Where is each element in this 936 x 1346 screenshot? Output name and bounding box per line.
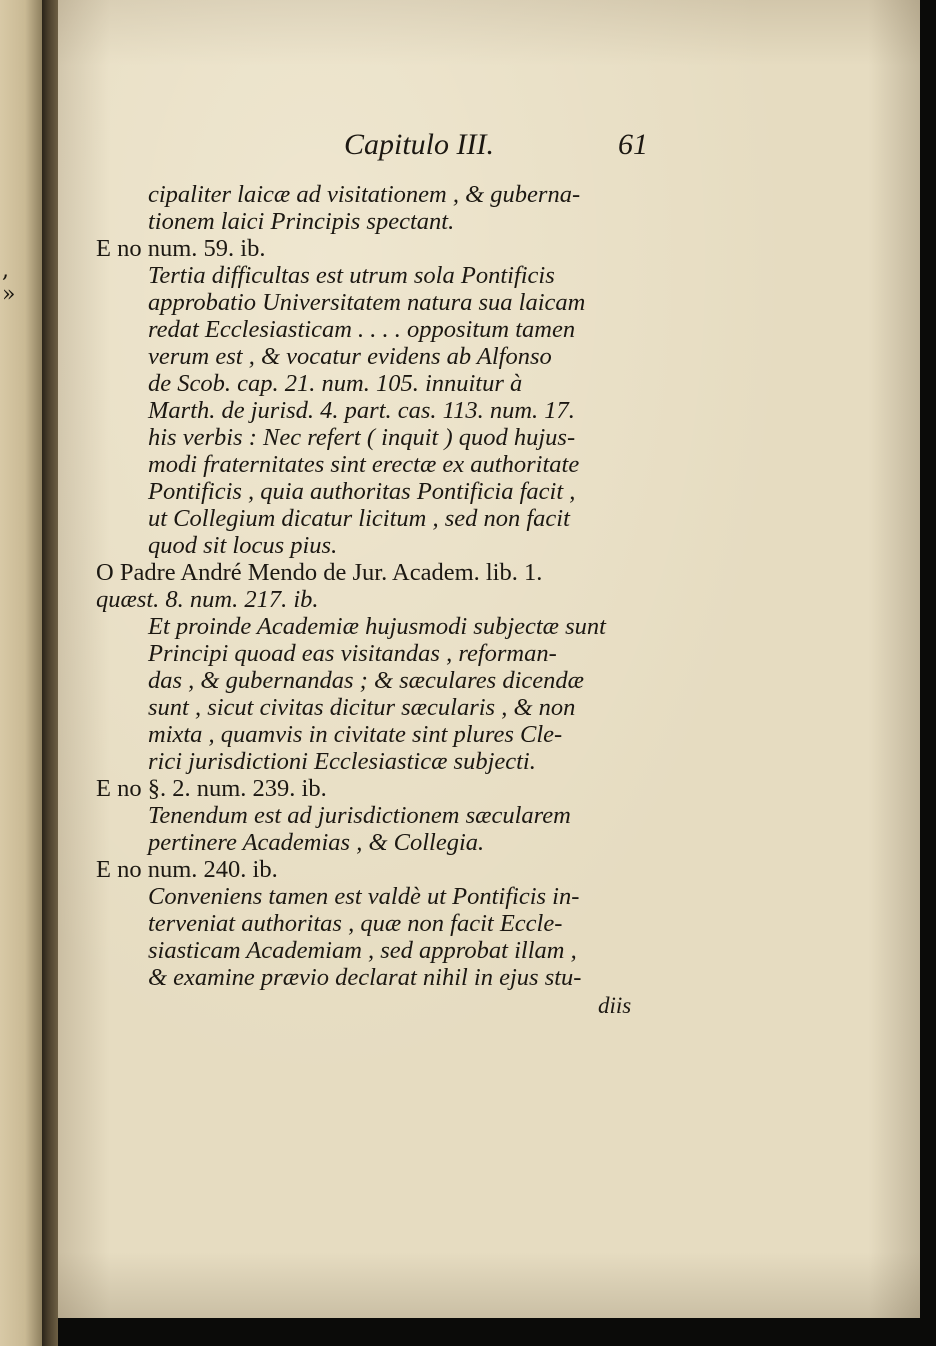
text-line: pertinere Academias , & Collegia. bbox=[148, 829, 485, 856]
text-line: Conveniens tamen est valdè ut Pontificis in- bbox=[148, 883, 580, 910]
text-line: & examine prævio declarat nihil in ejus stu- bbox=[148, 964, 582, 991]
text-line: siasticam Academiam , sed approbat illam , bbox=[148, 937, 577, 964]
previous-page-edge bbox=[0, 0, 42, 1346]
text-line: de Scob. cap. 21. num. 105. innuitur à bbox=[148, 370, 523, 397]
text-line: das , & gubernandas ; & sæculares dicendæ bbox=[148, 667, 584, 694]
text-line: quod sit locus pius. bbox=[148, 532, 338, 559]
text-line: Tenendum est ad jurisdictionem sæcularem bbox=[148, 802, 571, 829]
text-line: Pontificis , quia authoritas Pontificia facit , bbox=[148, 478, 576, 505]
book-gutter bbox=[42, 0, 58, 1346]
text-line: quæst. 8. num. 217. ib. bbox=[96, 586, 319, 613]
text-line: redat Ecclesiasticam . . . . oppositum tamen bbox=[148, 316, 576, 343]
text-line: E no num. 59. ib. bbox=[96, 235, 266, 262]
margin-mark: » bbox=[2, 282, 16, 307]
text-line: modi fraternitates sint erectæ ex authoritate bbox=[148, 451, 580, 478]
page-number: 61 bbox=[618, 128, 648, 161]
text-line: Marth. de jurisd. 4. part. cas. 113. num. 17. bbox=[148, 397, 575, 424]
text-line: E no §. 2. num. 239. ib. bbox=[96, 775, 327, 802]
running-title: Capitulo III. bbox=[344, 128, 494, 161]
text-line: his verbis : Nec refert ( inquit ) quod hujus- bbox=[148, 424, 576, 451]
text-line: ut Collegium dicatur licitum , sed non facit bbox=[148, 505, 570, 532]
text-line: approbatio Universitatem natura sua laicam bbox=[148, 289, 586, 316]
margin-mark: , bbox=[2, 258, 9, 283]
text-line: verum est , & vocatur evidens ab Alfonso bbox=[148, 343, 552, 370]
text-line: E no num. 240. ib. bbox=[96, 856, 278, 883]
text-line: sunt , sicut civitas dicitur sæcularis , & non bbox=[148, 694, 576, 721]
text-line: rici jurisdictioni Ecclesiasticæ subjecti. bbox=[148, 748, 536, 775]
text-line: Tertia difficultas est utrum sola Pontificis bbox=[148, 262, 555, 289]
text-line: tionem laici Principis spectant. bbox=[148, 208, 455, 235]
text-line: terveniat authoritas , quæ non facit Eccle- bbox=[148, 910, 563, 937]
text-line: mixta , quamvis in civitate sint plures Cle- bbox=[148, 721, 563, 748]
text-line: cipaliter laicæ ad visitationem , & guberna- bbox=[148, 181, 581, 208]
text-line: Et proinde Academiæ hujusmodi subjectæ sunt bbox=[148, 613, 606, 640]
catchword: diis bbox=[598, 993, 632, 1018]
text-line: O Padre André Mendo de Jur. Academ. lib. 1. bbox=[96, 559, 543, 586]
book-page bbox=[58, 0, 920, 1318]
text-line: Principi quoad eas visitandas , reforman- bbox=[148, 640, 557, 667]
